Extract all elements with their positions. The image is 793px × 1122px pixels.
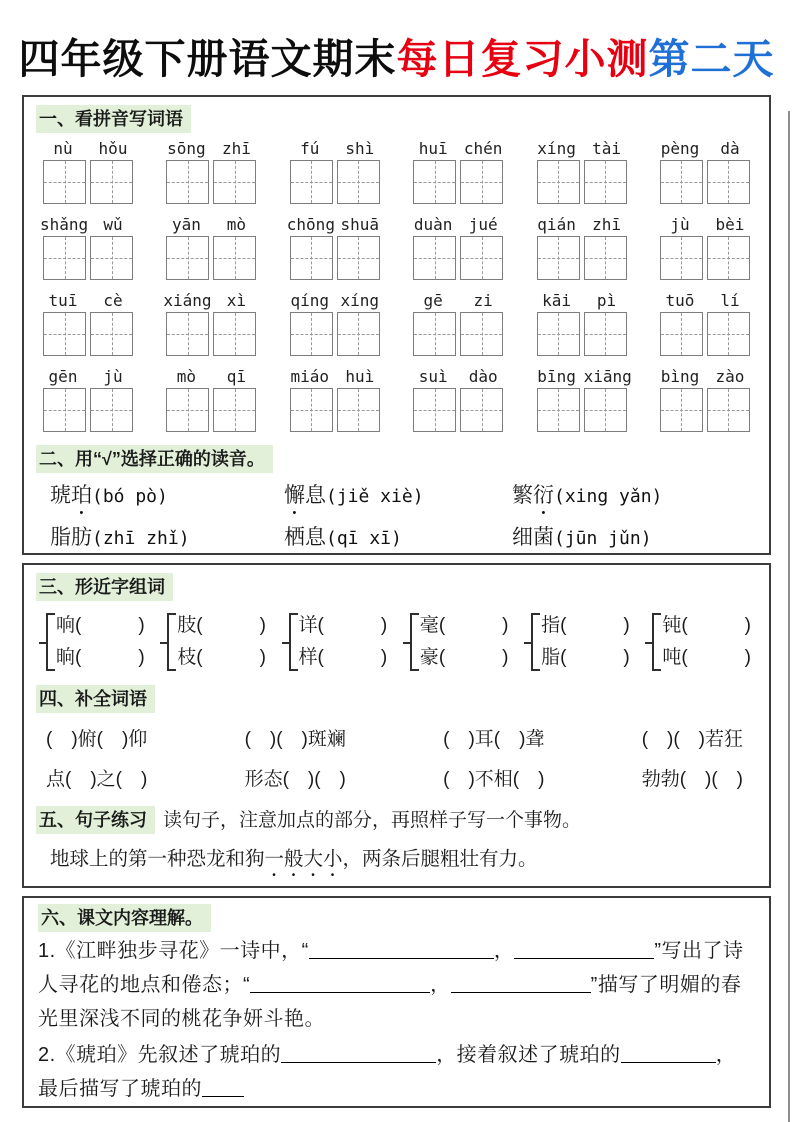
pinyin-syllable: qíng <box>290 291 330 310</box>
pron-options[interactable]: (jiě xiè) <box>326 486 424 507</box>
q1-blank-4[interactable] <box>451 975 591 993</box>
pinyin-syllable: huī <box>418 139 448 158</box>
writing-box[interactable] <box>337 388 380 432</box>
idiom-blank-item[interactable]: ( )( )若狂 <box>641 729 743 750</box>
pron-item-xiexi[interactable] <box>284 477 512 519</box>
pinyin-labels <box>163 139 259 158</box>
writing-box[interactable] <box>90 388 133 432</box>
pair-line-top[interactable]: 详( ) <box>298 615 388 636</box>
pinyin-word-group <box>40 215 136 280</box>
writing-boxes <box>166 388 256 432</box>
writing-box[interactable] <box>584 312 627 356</box>
section3-heading: 三、形近字组词 <box>36 573 173 601</box>
writing-box[interactable] <box>43 236 86 280</box>
writing-box[interactable] <box>213 160 256 204</box>
writing-box[interactable] <box>707 388 750 432</box>
writing-boxes <box>166 236 256 280</box>
idiom-blank-item[interactable]: 点( )之( ) <box>46 769 148 790</box>
pinyin-word-group <box>40 139 136 204</box>
pinyin-syllable: suì <box>418 367 448 386</box>
q1-blank-3[interactable] <box>250 975 430 993</box>
title-part-black: 四年级下册语文期末 <box>18 36 397 82</box>
word-char: 息 <box>305 484 326 507</box>
char-pair-group <box>410 613 509 671</box>
pinyin-syllable: zhī <box>221 139 251 158</box>
writing-boxes <box>660 236 750 280</box>
pinyin-syllable: jù <box>670 215 690 234</box>
writing-boxes <box>290 388 380 432</box>
word-char: 肪 <box>71 526 92 549</box>
writing-box[interactable] <box>213 312 256 356</box>
pinyin-syllable: zi <box>473 291 493 310</box>
pinyin-syllable: gē <box>423 291 443 310</box>
writing-box[interactable] <box>90 160 133 204</box>
section4-heading: 四、补全词语 <box>36 685 155 713</box>
pinyin-syllable: xiāng <box>583 367 632 386</box>
pinyin-labels <box>410 291 506 310</box>
pinyin-word-group <box>40 367 136 432</box>
page-title <box>0 26 793 85</box>
writing-boxes <box>290 236 380 280</box>
writing-box[interactable] <box>166 312 209 356</box>
pron-options[interactable]: (zhī zhǐ) <box>92 528 190 549</box>
question-1 <box>38 934 755 1036</box>
writing-box[interactable] <box>290 388 333 432</box>
writing-boxes <box>413 388 503 432</box>
pinyin-word-group <box>534 139 630 204</box>
pinyin-syllable: lí <box>720 291 740 310</box>
worksheet-page <box>0 26 793 1122</box>
section5-heading: 五、句子练习 <box>36 806 155 834</box>
bracket-icon <box>289 615 298 669</box>
pinyin-syllable: bèi <box>715 215 745 234</box>
pron-options[interactable]: (jūn jǔn) <box>554 528 652 549</box>
pinyin-word-group <box>534 215 630 280</box>
pinyin-syllable: qián <box>537 215 576 234</box>
pinyin-syllable: qī <box>226 367 247 386</box>
writing-boxes <box>660 388 750 432</box>
pinyin-word-group <box>410 139 506 204</box>
pair-line-top[interactable]: 响( ) <box>56 615 145 636</box>
q1-blank-1[interactable] <box>309 941 494 959</box>
q1-text: ， <box>493 940 515 962</box>
pinyin-syllable: bīng <box>537 367 576 386</box>
pinyin-word-group <box>163 139 259 204</box>
page-edge-line <box>788 111 790 1122</box>
pinyin-word-group <box>657 139 753 204</box>
pinyin-labels <box>657 139 753 158</box>
writing-box[interactable] <box>537 388 580 432</box>
q2-text: 2.《琥珀》先叙述了琥珀的 <box>38 1044 282 1066</box>
pinyin-labels <box>534 215 630 234</box>
pinyin-syllable: pì <box>596 291 617 310</box>
example-sentence <box>36 843 757 881</box>
section5-heading-line <box>36 805 757 834</box>
writing-box[interactable] <box>337 160 380 204</box>
writing-box[interactable] <box>537 312 580 356</box>
writing-boxes <box>660 312 750 356</box>
pinyin-syllable: xiáng <box>163 291 212 310</box>
pair-line-bottom[interactable]: 豪( ) <box>419 647 509 668</box>
pinyin-labels <box>534 367 630 386</box>
q1-text: ”写出了诗人寻花的地点和倦态；“ <box>38 940 744 996</box>
pinyin-word-group <box>657 215 753 280</box>
writing-boxes <box>413 236 503 280</box>
q2-blank-3[interactable] <box>202 1079 244 1097</box>
writing-box[interactable] <box>537 160 580 204</box>
q2-blank-1[interactable] <box>281 1045 436 1063</box>
pair-line-bottom[interactable]: 枝( ) <box>177 647 266 668</box>
pinyin-word-group <box>163 367 259 432</box>
pinyin-word-group <box>163 291 259 356</box>
pinyin-labels <box>410 367 506 386</box>
pron-options[interactable]: (xing yǎn) <box>554 486 663 507</box>
pinyin-syllable: tài <box>592 139 622 158</box>
pair-line-top[interactable]: 肢( ) <box>177 615 266 636</box>
writing-boxes <box>660 160 750 204</box>
pinyin-labels <box>40 139 136 158</box>
writing-box[interactable] <box>413 388 456 432</box>
writing-box[interactable] <box>290 236 333 280</box>
pinyin-syllable: hǒu <box>98 139 128 158</box>
writing-box[interactable] <box>707 160 750 204</box>
writing-boxes <box>43 160 133 204</box>
writing-boxes <box>290 312 380 356</box>
pair-line-bottom[interactable]: 样( ) <box>298 647 388 668</box>
q1-blank-2[interactable] <box>514 941 654 959</box>
pron-item-qixi[interactable] <box>284 519 512 555</box>
pinyin-labels <box>410 139 506 158</box>
writing-boxes <box>537 160 627 204</box>
writing-box[interactable] <box>660 312 703 356</box>
pinyin-word-group <box>657 291 753 356</box>
idiom-row-1 <box>36 724 757 751</box>
pron-item-xijun[interactable] <box>512 519 757 555</box>
pinyin-labels <box>40 215 136 234</box>
pinyin-syllable: gēn <box>48 367 78 386</box>
writing-box[interactable] <box>460 388 503 432</box>
pinyin-word-group <box>410 215 506 280</box>
q1-text: ， <box>430 974 451 996</box>
word-char-dotted: 脂 <box>50 526 71 549</box>
pinyin-syllable: huì <box>345 367 375 386</box>
q1-text: ”描写了明媚的春光里深浅不同的桃花争妍斗艳。 <box>38 974 742 1030</box>
pinyin-syllable: xíng <box>537 139 576 158</box>
pinyin-syllable: fú <box>300 139 320 158</box>
idiom-blank-item[interactable]: ( )( )斑斓 <box>244 729 346 750</box>
pinyin-word-group <box>534 367 630 432</box>
writing-box[interactable] <box>413 312 456 356</box>
writing-box[interactable] <box>584 160 627 204</box>
pinyin-syllable: tuī <box>48 291 78 310</box>
box-pinyin-and-pronunciation <box>22 95 771 555</box>
pinyin-syllable: dào <box>468 367 498 386</box>
char-pair-group <box>167 613 266 671</box>
q2-text: 最后描写了琥珀的 <box>38 1078 202 1100</box>
writing-boxes <box>166 160 256 204</box>
pinyin-labels <box>287 139 383 158</box>
idiom-blank-item[interactable]: ( )耳( )聋 <box>443 729 545 750</box>
pinyin-labels <box>287 215 383 234</box>
writing-box[interactable] <box>660 160 703 204</box>
pinyin-syllable: mò <box>226 215 247 234</box>
pinyin-syllable: shǎng <box>40 215 89 234</box>
pinyin-labels <box>40 291 136 310</box>
pair-line-top[interactable]: 指( ) <box>541 615 630 636</box>
word-char: 繁 <box>512 484 533 507</box>
writing-boxes <box>413 312 503 356</box>
writing-boxes <box>43 312 133 356</box>
word-char-dotted: 珀 <box>71 484 92 507</box>
pinyin-labels <box>534 139 630 158</box>
writing-box[interactable] <box>584 236 627 280</box>
pron-item-fanyan[interactable] <box>512 477 757 519</box>
idiom-row-2 <box>36 764 757 791</box>
writing-box[interactable] <box>166 236 209 280</box>
pair-line-bottom[interactable]: 脂( ) <box>541 647 630 668</box>
writing-box[interactable] <box>90 312 133 356</box>
writing-boxes <box>43 388 133 432</box>
pinyin-syllable: dà <box>720 139 740 158</box>
word-char: 琥 <box>50 484 71 507</box>
pinyin-syllable: sōng <box>167 139 206 158</box>
title-part-blue: 第二天 <box>648 36 775 82</box>
similar-char-pairs <box>36 613 757 671</box>
word-char-dotted: 懈 <box>284 484 305 507</box>
pair-line-top[interactable]: 毫( ) <box>419 615 509 636</box>
word-char: 息 <box>305 526 326 549</box>
pinyin-word-group <box>287 139 383 204</box>
pronunciation-choice-grid <box>36 477 757 555</box>
writing-box[interactable] <box>166 160 209 204</box>
pinyin-labels <box>657 215 753 234</box>
word-char: 细 <box>512 526 533 549</box>
bracket-icon <box>531 615 540 669</box>
writing-box[interactable] <box>43 312 86 356</box>
pinyin-labels <box>287 367 383 386</box>
writing-box[interactable] <box>460 312 503 356</box>
pinyin-labels <box>163 215 259 234</box>
pinyin-syllable: cè <box>103 291 123 310</box>
pair-line-top[interactable]: 钝( ) <box>662 615 751 636</box>
char-pair-group <box>289 613 388 671</box>
writing-box[interactable] <box>90 236 133 280</box>
pron-item-hupo[interactable] <box>50 477 284 519</box>
sentence-pre: 地球上的第一种恐龙和狗 <box>50 848 265 870</box>
writing-box[interactable] <box>584 388 627 432</box>
pinyin-word-grid <box>36 139 757 432</box>
pinyin-syllable: bìng <box>660 367 700 386</box>
idiom-blank-item[interactable]: ( )俯( )仰 <box>46 729 148 750</box>
writing-boxes <box>537 312 627 356</box>
pinyin-syllable: yān <box>171 215 201 234</box>
section1-heading: 一、看拼音写词语 <box>36 105 191 133</box>
bracket-icon <box>652 615 661 669</box>
pinyin-labels <box>163 367 259 386</box>
writing-box[interactable] <box>660 388 703 432</box>
pinyin-syllable: jué <box>468 215 498 234</box>
pinyin-labels <box>40 367 136 386</box>
sentence-emphasized: 一般大小 <box>264 848 343 870</box>
writing-boxes <box>43 236 133 280</box>
pron-options[interactable]: (bó pò) <box>92 486 168 507</box>
box-comprehension <box>22 896 771 1108</box>
pinyin-syllable: shuā <box>340 215 380 234</box>
q2-text: ，接着叙述了琥珀的 <box>436 1044 621 1066</box>
writing-box[interactable] <box>213 236 256 280</box>
writing-box[interactable] <box>290 312 333 356</box>
pair-line-bottom[interactable]: 吨( ) <box>662 647 751 668</box>
pron-item-zhifang[interactable] <box>50 519 284 555</box>
pinyin-syllable: miáo <box>290 367 330 386</box>
pinyin-syllable: jù <box>103 367 123 386</box>
writing-boxes <box>537 388 627 432</box>
idiom-blank-item[interactable]: 勃勃( )( ) <box>641 769 743 790</box>
bracket-icon <box>410 615 419 669</box>
pinyin-word-group <box>410 367 506 432</box>
title-part-red: 每日复习小测 <box>396 36 649 82</box>
pinyin-syllable: mò <box>176 367 197 386</box>
writing-box[interactable] <box>660 236 703 280</box>
q2-text: ， <box>715 1044 737 1066</box>
section6-heading: 六、课文内容理解。 <box>38 904 211 932</box>
pinyin-labels <box>410 215 506 234</box>
pinyin-syllable: duàn <box>413 215 453 234</box>
writing-boxes <box>166 312 256 356</box>
sentence-post: ，两条后腿粗壮有力。 <box>342 848 538 870</box>
pair-line-bottom[interactable]: 晌( ) <box>56 647 145 668</box>
writing-box[interactable] <box>166 388 209 432</box>
pinyin-syllable: zhī <box>592 215 622 234</box>
writing-box[interactable] <box>337 236 380 280</box>
pinyin-word-group <box>40 291 136 356</box>
idiom-blank-item[interactable]: 形态( )( ) <box>244 769 346 790</box>
pinyin-word-group <box>287 367 383 432</box>
pinyin-syllable: tuō <box>665 291 695 310</box>
writing-box[interactable] <box>537 236 580 280</box>
pinyin-labels <box>163 291 259 310</box>
writing-box[interactable] <box>413 160 456 204</box>
pinyin-labels <box>657 367 753 386</box>
pinyin-syllable: wǔ <box>103 215 123 234</box>
writing-box[interactable] <box>707 312 750 356</box>
writing-box[interactable] <box>213 388 256 432</box>
pinyin-syllable: kāi <box>542 291 572 310</box>
char-pair-group <box>531 613 630 671</box>
pinyin-labels <box>534 291 630 310</box>
writing-box[interactable] <box>460 236 503 280</box>
writing-box[interactable] <box>707 236 750 280</box>
pinyin-word-group <box>287 215 383 280</box>
section5-instruction: 读句子，注意加点的部分，再照样子写一个事物。 <box>163 810 582 831</box>
pinyin-word-group <box>657 367 753 432</box>
writing-box[interactable] <box>290 160 333 204</box>
writing-boxes <box>537 236 627 280</box>
pinyin-word-group <box>534 291 630 356</box>
writing-boxes <box>413 160 503 204</box>
pinyin-syllable: chén <box>463 139 503 158</box>
writing-box[interactable] <box>43 388 86 432</box>
box-words-and-sentence <box>22 563 771 888</box>
writing-box[interactable] <box>460 160 503 204</box>
writing-boxes <box>290 160 380 204</box>
pinyin-labels <box>287 291 383 310</box>
section2-heading: 二、用“√”选择正确的读音。 <box>36 445 273 473</box>
pinyin-word-group <box>287 291 383 356</box>
writing-box[interactable] <box>43 160 86 204</box>
pron-options[interactable]: (qī xī) <box>326 528 402 549</box>
pinyin-labels <box>657 291 753 310</box>
idiom-blank-item[interactable]: ( )不相( ) <box>443 769 545 790</box>
pinyin-syllable: shì <box>345 139 375 158</box>
writing-box[interactable] <box>337 312 380 356</box>
q1-text: 1.《江畔独步寻花》一诗中，“ <box>38 940 309 962</box>
writing-box[interactable] <box>413 236 456 280</box>
char-pair-group <box>46 613 145 671</box>
pinyin-syllable: xíng <box>340 291 380 310</box>
question-2 <box>38 1038 755 1106</box>
word-char-dotted: 栖 <box>284 526 305 549</box>
word-char-dotted: 菌 <box>533 526 554 549</box>
q2-blank-2[interactable] <box>621 1045 716 1063</box>
pinyin-syllable: pèng <box>660 139 700 158</box>
pinyin-syllable: nù <box>53 139 73 158</box>
pinyin-syllable: xì <box>226 291 247 310</box>
word-char-dotted: 衍 <box>533 484 554 507</box>
pinyin-syllable: zào <box>715 367 745 386</box>
pinyin-word-group <box>163 215 259 280</box>
pinyin-syllable: chōng <box>286 215 335 234</box>
char-pair-group <box>652 613 751 671</box>
bracket-icon <box>46 615 55 669</box>
pinyin-word-group <box>410 291 506 356</box>
bracket-icon <box>167 615 176 669</box>
